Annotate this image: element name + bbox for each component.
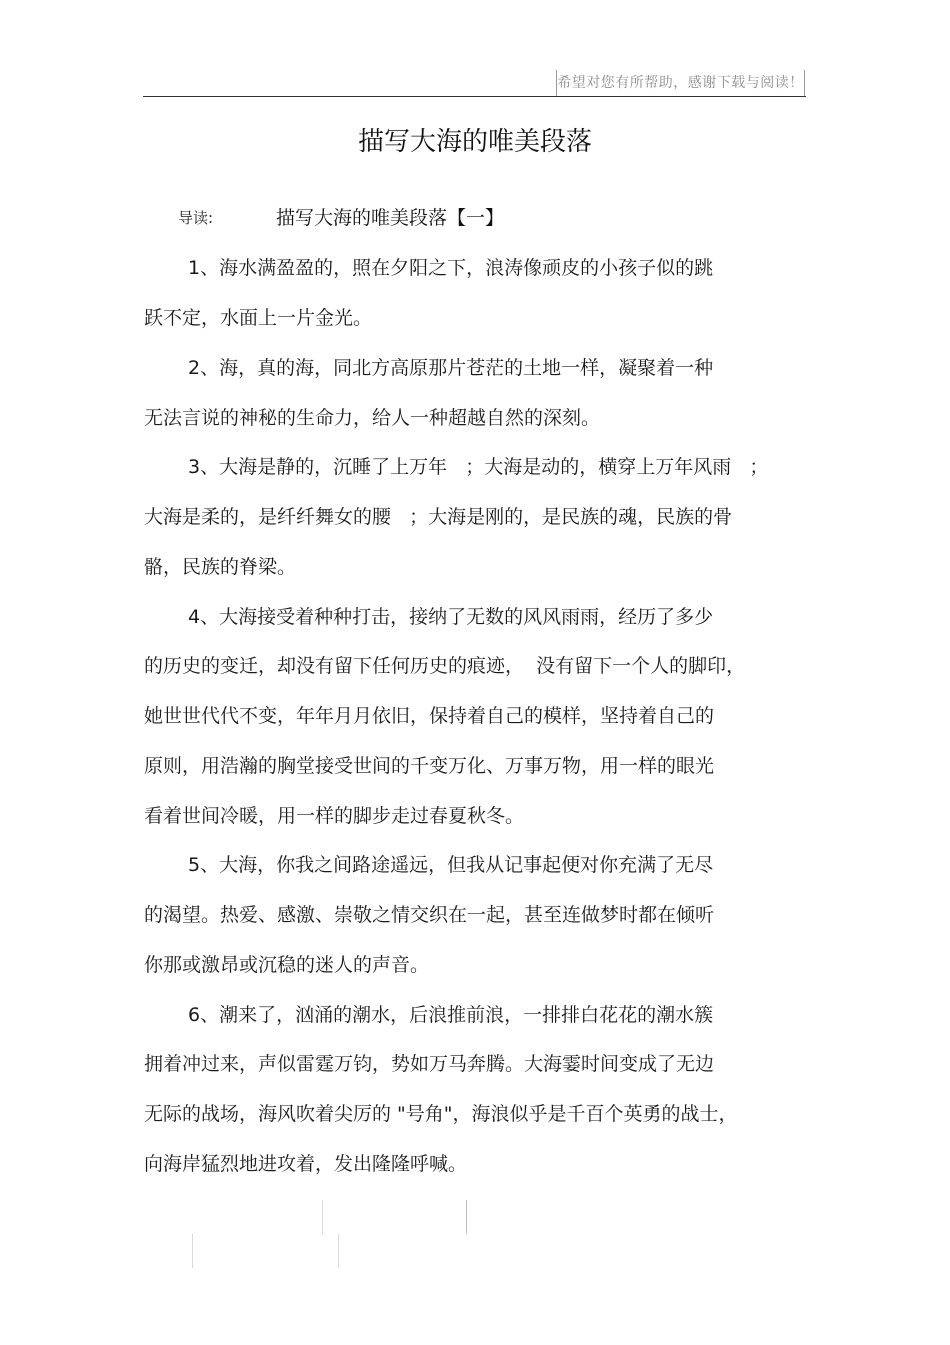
paragraph-line: 向海岸猛烈地进攻着，发出隆隆呼喊。: [144, 1153, 468, 1175]
paragraph-line: 无法言说的神秘的生命力，给人一种超越自然的深刻。: [144, 407, 601, 429]
paragraph-line: 跃不定，水面上一片金光。: [144, 307, 373, 329]
paragraph-line: 1、海水满盈盈的，照在夕阳之下，浪涛像顽皮的小孩子似的跳: [188, 257, 714, 279]
guide-label: 导读:: [178, 209, 214, 227]
guide-row: [178, 204, 505, 232]
section-heading: 描写大海的唯美段落【一】: [276, 207, 505, 229]
paragraph-line: 看着世间冷暖，用一样的脚步走过春夏秋冬。: [144, 805, 525, 827]
scan-artifact-line: [192, 1234, 193, 1268]
paragraph-line: 无际的战场，海风吹着尖厉的 "号角"，海浪似乎是千百个英勇的战士，: [144, 1103, 738, 1125]
paragraph-line: 你那或激昂或沉稳的迷人的声音。: [144, 954, 430, 976]
paragraph-line: 4、大海接受着种种打击，接纳了无数的风风雨雨，经历了多少: [188, 606, 714, 628]
paragraph-line: 骼，民族的脊梁。: [144, 556, 297, 578]
scan-artifact-line: [466, 1200, 467, 1234]
paragraph-line: 5、大海，你我之间路途遥远，但我从记事起便对你充满了无尽: [188, 854, 714, 876]
paragraph-line: 2、海，真的海，同北方高原那片苍茫的土地一样，凝聚着一种: [188, 357, 714, 379]
header-note: 希望对您有所帮助，感谢下载与阅读！: [556, 70, 805, 96]
paragraph-line: 6、潮来了，汹涌的潮水，后浪推前浪，一排排白花花的潮水簇: [188, 1004, 714, 1026]
page-title: 描写大海的唯美段落: [357, 127, 592, 157]
paragraph-line: 3、大海是静的，沉睡了上万年 ；大海是动的，横穿上万年风雨 ；: [188, 456, 769, 478]
paragraph-line: 原则，用浩瀚的胸堂接受世间的千变万化、万事万物，用一样的眼光: [144, 755, 715, 777]
paragraph-line: 的历史的变迁，却没有留下任何历史的痕迹， 没有留下一个人的脚印，: [144, 655, 746, 677]
paragraph-line: 大海是柔的，是纤纤舞女的腰 ；大海是刚的，是民族的魂，民族的骨: [144, 506, 733, 528]
header-rule: [143, 96, 806, 97]
scan-artifact-line: [338, 1234, 339, 1268]
scan-artifact-line: [322, 1200, 323, 1234]
paragraph-line: 拥着冲过来，声似雷霆万钧，势如万马奔腾。大海霎时间变成了无边: [144, 1053, 715, 1075]
paragraph-line: 的渴望。热爱、感激、崇敬之情交织在一起，甚至连做梦时都在倾听: [144, 904, 715, 926]
paragraph-line: 她世世代代不变，年年月月依旧，保持着自己的模样，坚持着自己的: [144, 705, 715, 727]
